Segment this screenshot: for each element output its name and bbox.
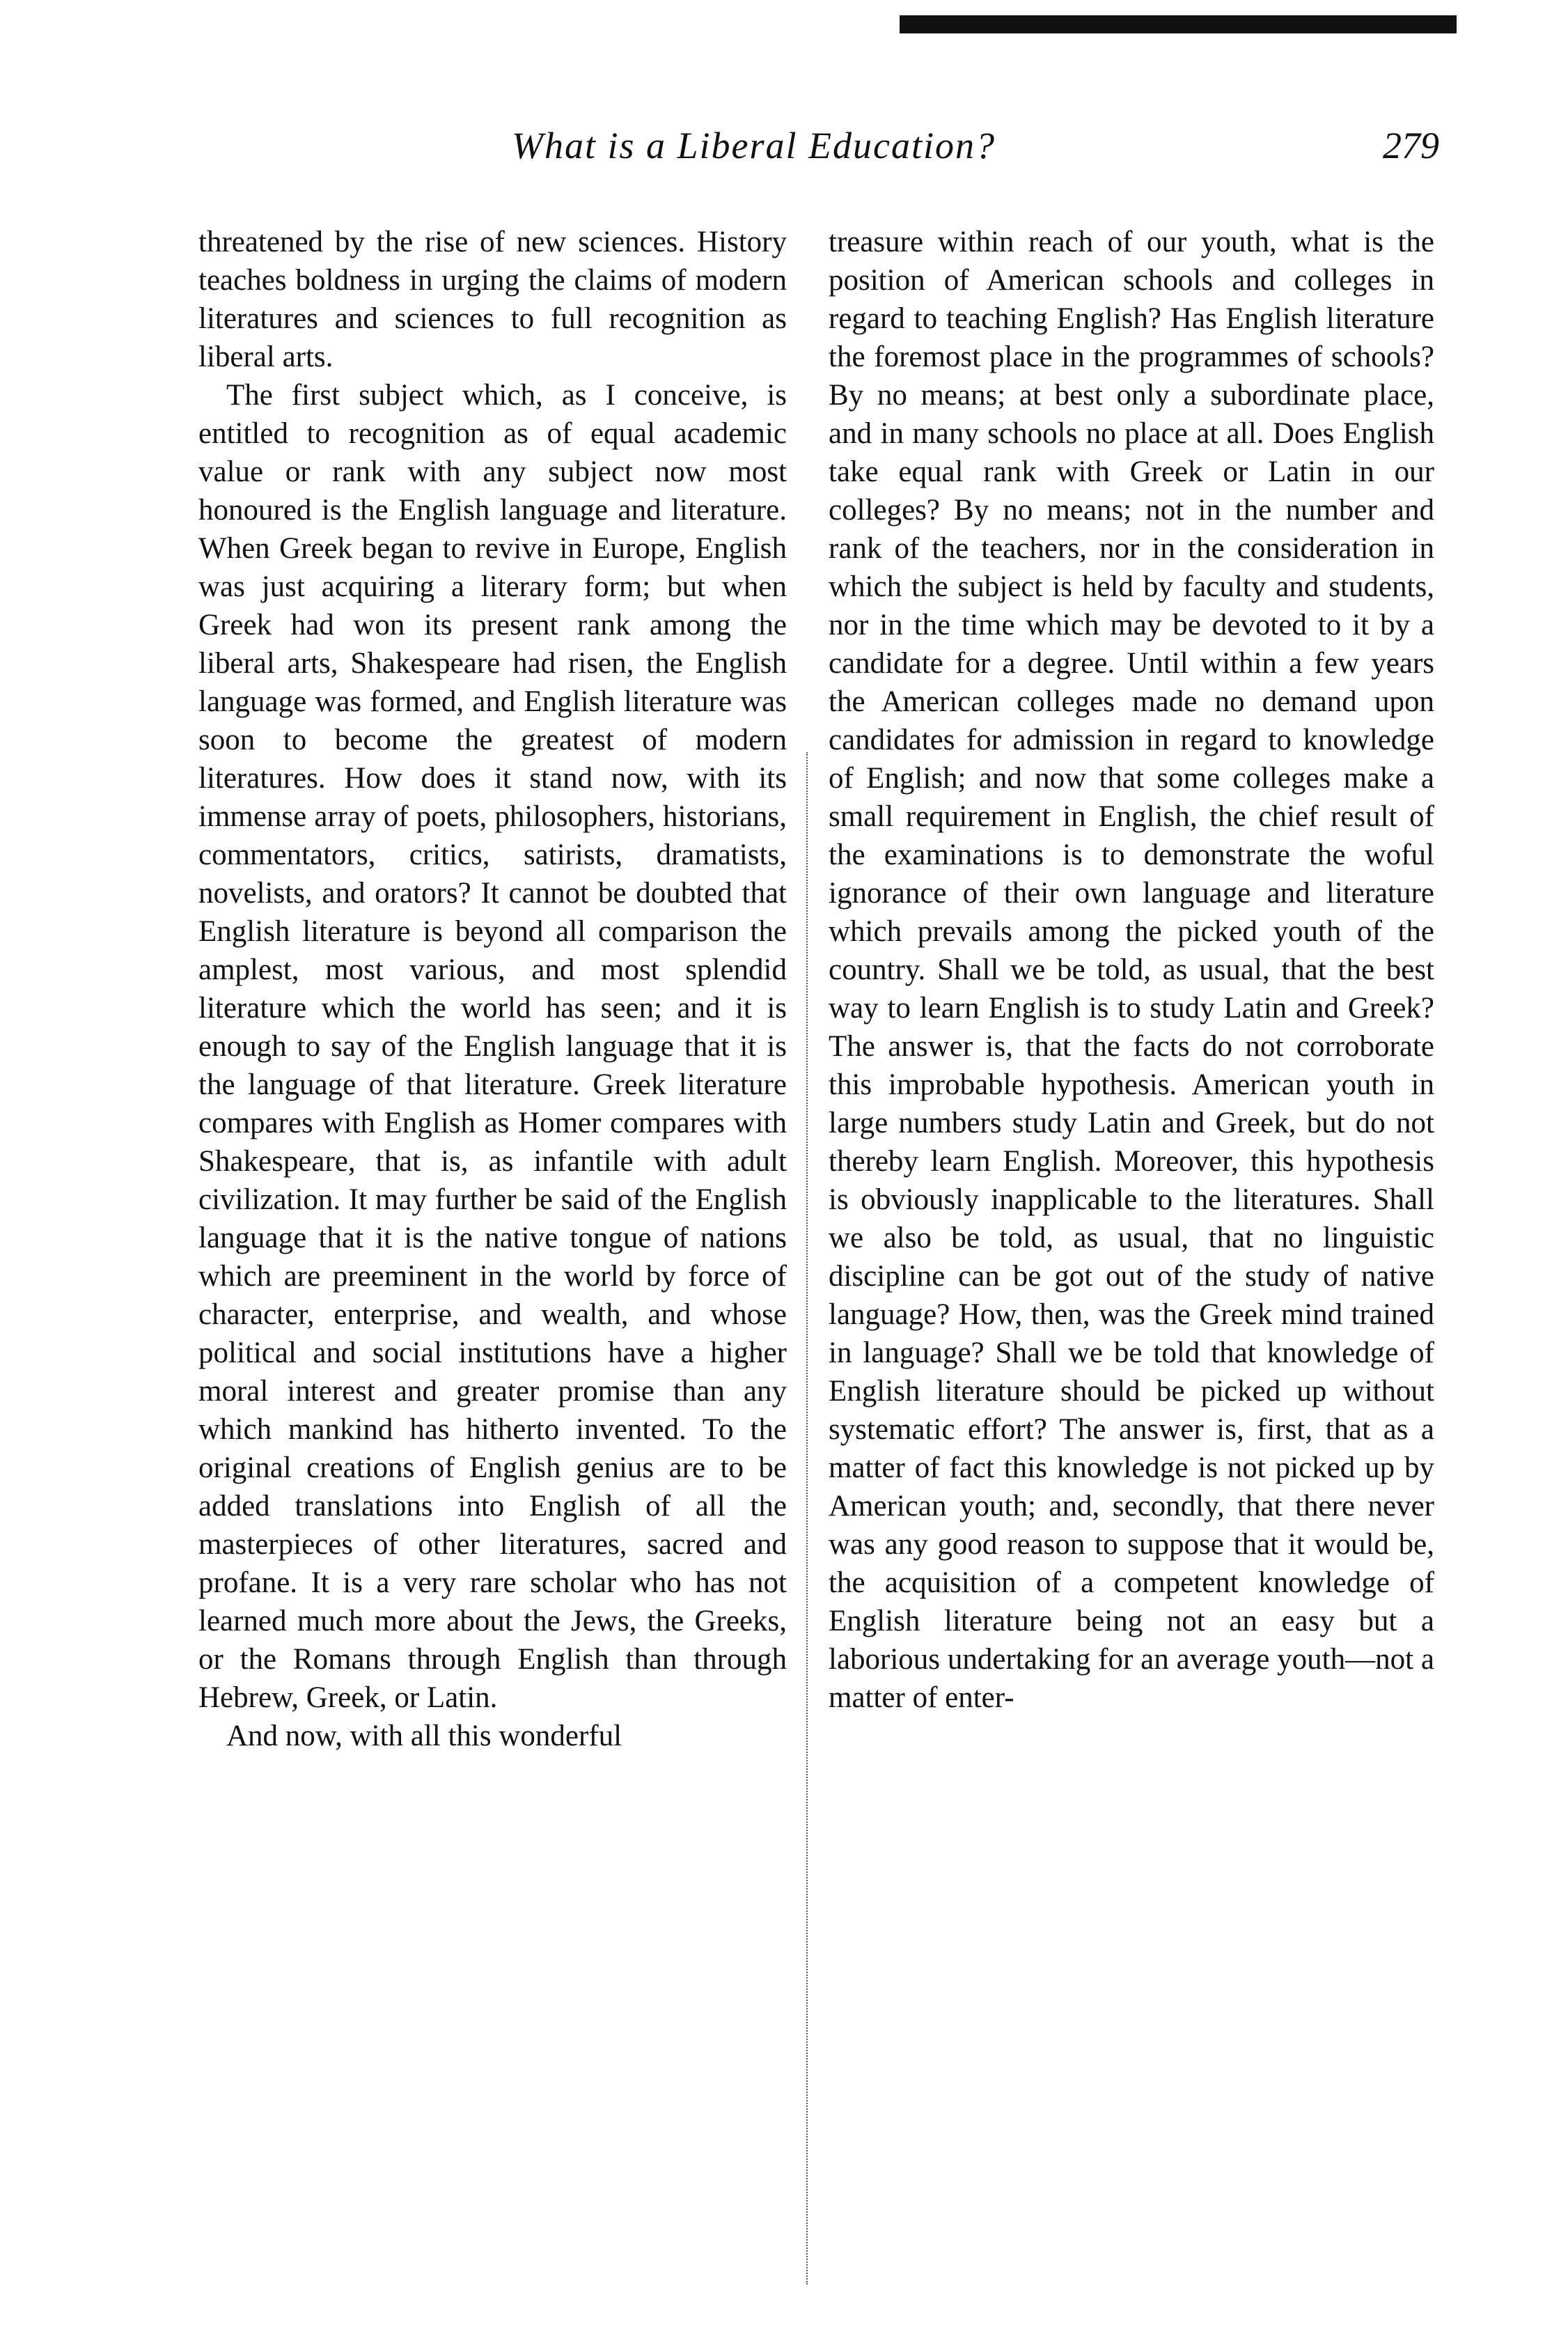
right-column <box>829 223 1434 1717</box>
left-column <box>198 223 787 1755</box>
running-title: What is a Liberal Education? <box>512 125 996 166</box>
paragraph: And now, with all this wonderful <box>226 1720 622 1752</box>
page-number: 279 <box>1383 125 1439 166</box>
top-rule <box>900 15 1457 33</box>
paragraph: treasure within reach of our youth, what is the position of American schools and colleges in regard to teaching English? Has English literature the foremost place in the programmes of schools? By no means; at best only a subordinate place, and in many schools no place at all. Does English take equal rank with Greek or Latin in our colleges? By no means; not in the number and rank of the teachers, nor in the consideration in which the subject is held by faculty and students, nor in the time which may be devoted to it by a candidate for a degree. Until within a few years the American colleges made no demand upon candidates for admission in regard to knowledge of English; and now that some colleges make a small requirement in English, the chief result of the examinations is to demonstrate the woful ignorance of their own language and literature which prevails among the picked youth of the country. Shall we be told, as usual, that the best way to learn English is to study Latin and Greek? The answer is, that the facts do not corroborate this improbable hypothesis. American youth in large numbers study Latin and Greek, but do not thereby learn English. Moreover, this hypothesis is obviously inapplicable to the literatures. Shall we also be told, as usual, that no linguistic discipline can be got out of the study of native language? How, then, was the Greek mind trained in language? Shall we be told that knowledge of English literature should be picked up without systematic effort? The answer is, first, that as a matter of fact this knowledge is not picked up by American youth; and, secondly, that there never was any good reason to suppose that it would be, the acquisition of a competent knowledge of English literature being not an easy but a laborious undertaking for an average youth—not a matter of enter- <box>829 226 1434 1714</box>
paragraph: threatened by the rise of new sciences. History teaches boldness in urging the claims of modern literatures and sciences to full recognition as liberal arts. <box>198 226 787 373</box>
paragraph: The first subject which, as I conceive, is entitled to recognition as of equal academic value or rank with any subject now most honoured is the English language and literature. When Greek began to revive in Europe, English was just acquiring a literary form; but when Greek had won its present rank among the liberal arts, Shakespeare had risen, the English language was formed, and English literature was soon to become the greatest of modern literatures. How does it stand now, with its immense array of poets, philosophers, historians, commentators, critics, satirists, dramatists, novelists, and orators? It cannot be doubted that English literature is beyond all comparison the amplest, most various, and most splendid literature which the world has seen; and it is enough to say of the English language that it is the language of that literature. Greek literature compares with English as Homer compares with Shakespeare, that is, as infantile with adult civilization. It may further be said of the English language that it is the native tongue of nations which are preeminent in the world by force of character, enterprise, and wealth, and whose political and social institutions have a higher moral interest and greater promise than any which mankind has hitherto invented. To the original creations of English genius are to be added translations into English of all the masterpieces of other literatures, sacred and profane. It is a very rare scholar who has not learned much more about the Jews, the Greeks, or the Romans through English than through Hebrew, Greek, or Latin. <box>198 379 787 1714</box>
page-header <box>198 124 1439 180</box>
column-gutter <box>806 752 809 2284</box>
